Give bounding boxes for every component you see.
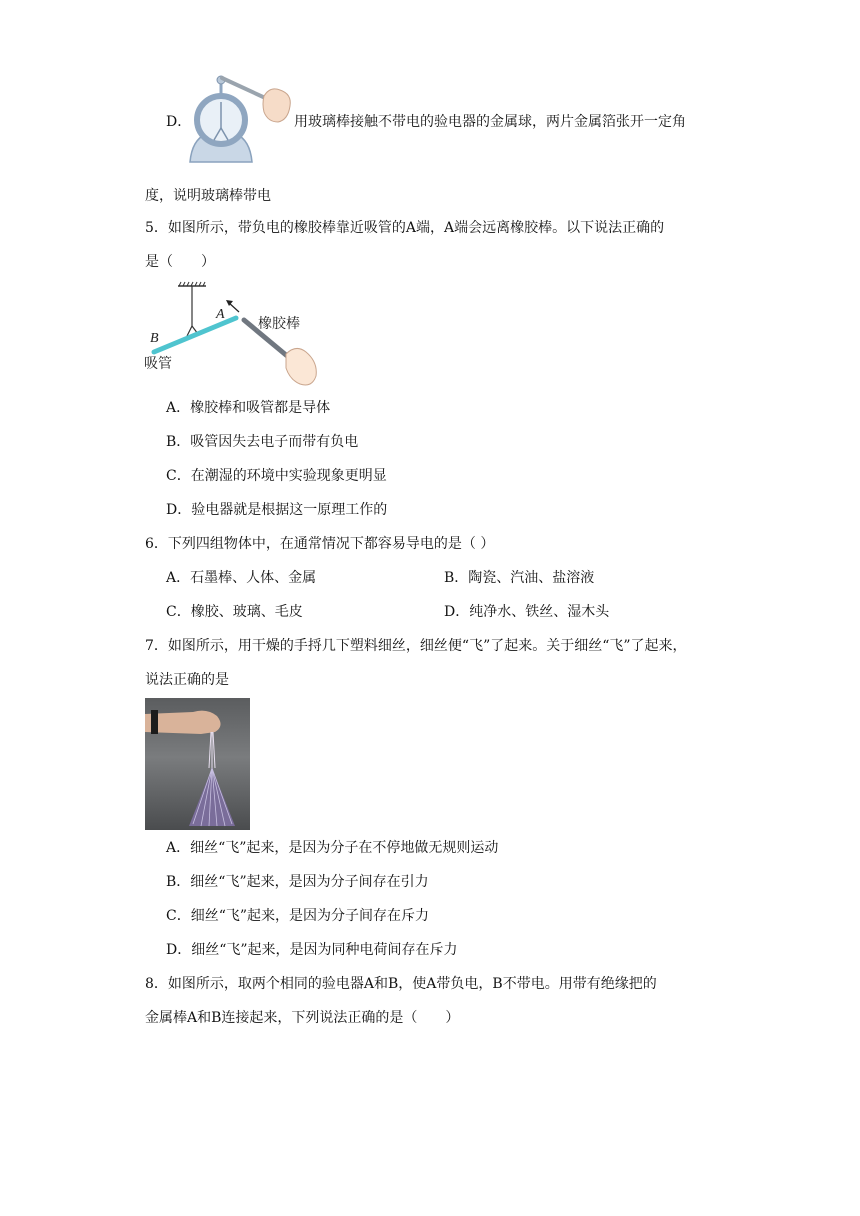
straw-rod-figure (140, 280, 330, 390)
q7-option-b: B．细丝“飞”起来，是因为分子间存在引力 (166, 874, 429, 890)
q6-option-a: A．石墨棒、人体、金属 (166, 570, 317, 586)
q6-option-b: B．陶瓷、汽油、盐溶液 (444, 570, 595, 586)
q7-stem-line1: 7．如图所示，用干燥的手捋几下塑料细丝，细丝便“飞”了起来。关于细丝“飞”了起来， (145, 638, 687, 654)
q5-option-d: D．验电器就是根据这一原理工作的 (166, 502, 388, 518)
q7-option-a: A．细丝“飞”起来，是因为分子在不停地做无规则运动 (166, 840, 499, 856)
q5-stem-line2: 是（ ） (145, 254, 215, 270)
q7-option-c: C．细丝“飞”起来，是因为分子间存在斥力 (166, 908, 430, 924)
label-a: A (216, 307, 225, 322)
label-rod: 橡胶棒 (258, 316, 300, 332)
q6-option-c: C．橡胶、玻璃、毛皮 (166, 604, 303, 620)
label-straw: 吸管 (144, 356, 172, 372)
q5-stem-line1: 5．如图所示，带负电的橡胶棒靠近吸管的A端，A端会远离橡胶棒。以下说法正确的 (145, 220, 665, 236)
q4-option-d-text-line1: 用玻璃棒接触不带电的验电器的金属球，两片金属箔张开一定角 (294, 114, 686, 130)
q8-stem-line2: 金属棒A和B连接起来，下列说法正确的是（ ） (145, 1010, 460, 1026)
q7-option-d: D．细丝“飞”起来，是因为同种电荷间存在斥力 (166, 942, 458, 958)
label-b: B (150, 331, 159, 346)
plastic-strings-photo (145, 698, 250, 830)
q7-stem-line2: 说法正确的是 (145, 672, 229, 688)
q5-option-a: A．橡胶棒和吸管都是导体 (166, 400, 331, 416)
q8-stem-line1: 8．如图所示，取两个相同的验电器A和B，使A带负电，B不带电。用带有绝缘把的 (145, 976, 657, 992)
electroscope-figure (184, 72, 294, 168)
q5-option-b: B．吸管因失去电子而带有负电 (166, 434, 359, 450)
q6-stem: 6．下列四组物体中，在通常情况下都容易导电的是（ ） (145, 536, 495, 552)
q6-option-d: D．纯净水、铁丝、湿木头 (444, 604, 610, 620)
q5-option-c: C．在潮湿的环境中实验现象更明显 (166, 468, 387, 484)
q4-option-d-text-line2: 度，说明玻璃棒带电 (145, 188, 271, 204)
q4-option-d-label: D． (166, 114, 192, 130)
